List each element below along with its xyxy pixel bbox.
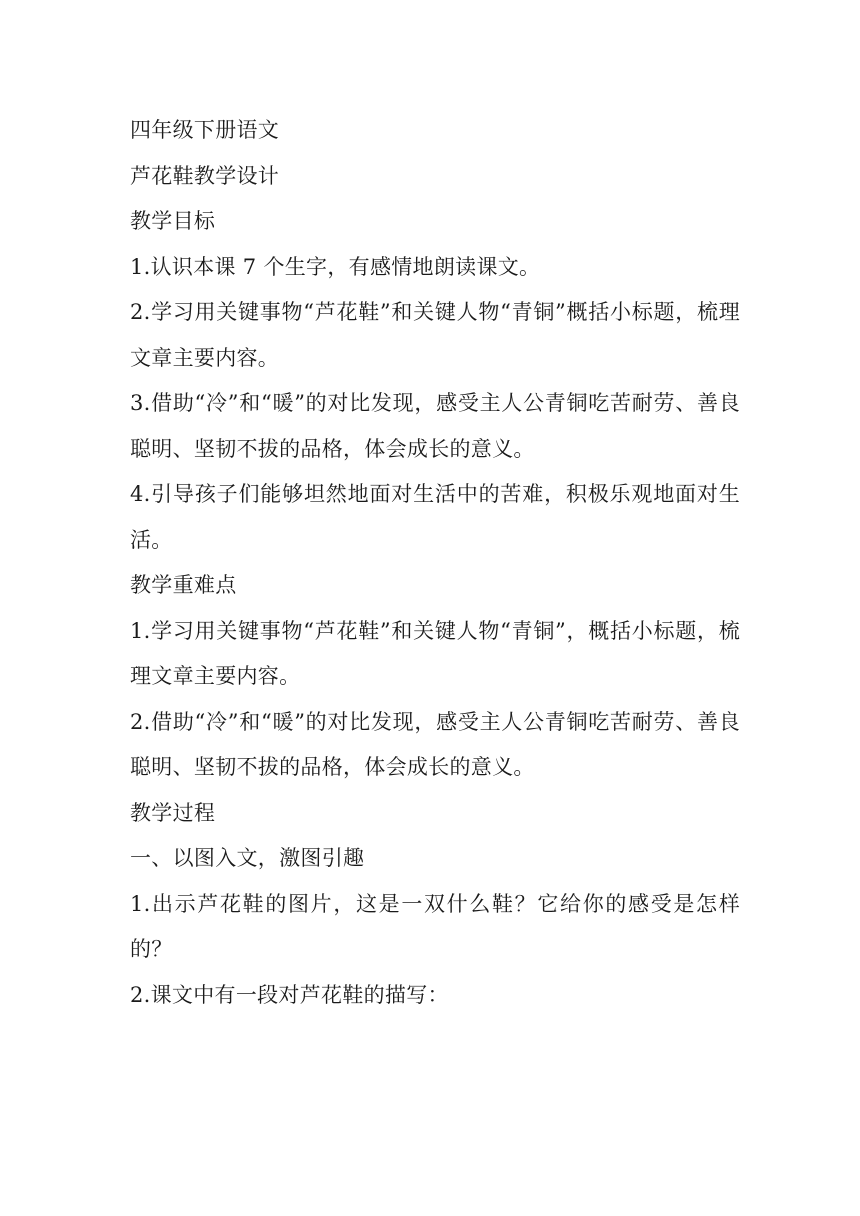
objective-item-3: 3.借助“冷”和“暖”的对比发现，感受主人公青铜吃苦耐劳、善良聪明、坚韧不拔的品格，体会成长的意义。 — [130, 391, 740, 461]
key-point-item-1: 1.学习用关键事物“芦花鞋”和关键人物“青铜”，概括小标题，梳理文章主要内容。 — [130, 618, 740, 688]
objective-item-1: 1.认识本课 7 个生字，有感情地朗读课文。 — [130, 254, 541, 279]
process-section-1-heading: 一、以图入文，激图引趣 — [130, 846, 365, 870]
objective-item-2: 2.学习用关键事物“芦花鞋”和关键人物“青铜”概括小标题，梳理文章主要内容。 — [130, 300, 740, 370]
objectives-heading: 教学目标 — [130, 209, 216, 233]
document-body — [130, 108, 740, 1018]
objective-item-4: 4.引导孩子们能够坦然地面对生活中的苦难，积极乐观地面对生活。 — [130, 482, 740, 552]
key-points-heading: 教学重难点 — [130, 573, 237, 597]
grade-subject-line: 四年级下册语文 — [130, 118, 280, 142]
document-title: 芦花鞋教学设计 — [130, 163, 280, 188]
process-heading: 教学过程 — [130, 800, 216, 825]
process-item-1: 1.出示芦花鞋的图片，这是一双什么鞋？它给你的感受是怎样的？ — [130, 891, 740, 961]
process-item-2: 2.课文中有一段对芦花鞋的描写： — [130, 982, 449, 1007]
key-point-item-2: 2.借助“冷”和“暖”的对比发现，感受主人公青铜吃苦耐劳、善良聪明、坚韧不拔的品格，体会成长的意义。 — [130, 709, 740, 779]
